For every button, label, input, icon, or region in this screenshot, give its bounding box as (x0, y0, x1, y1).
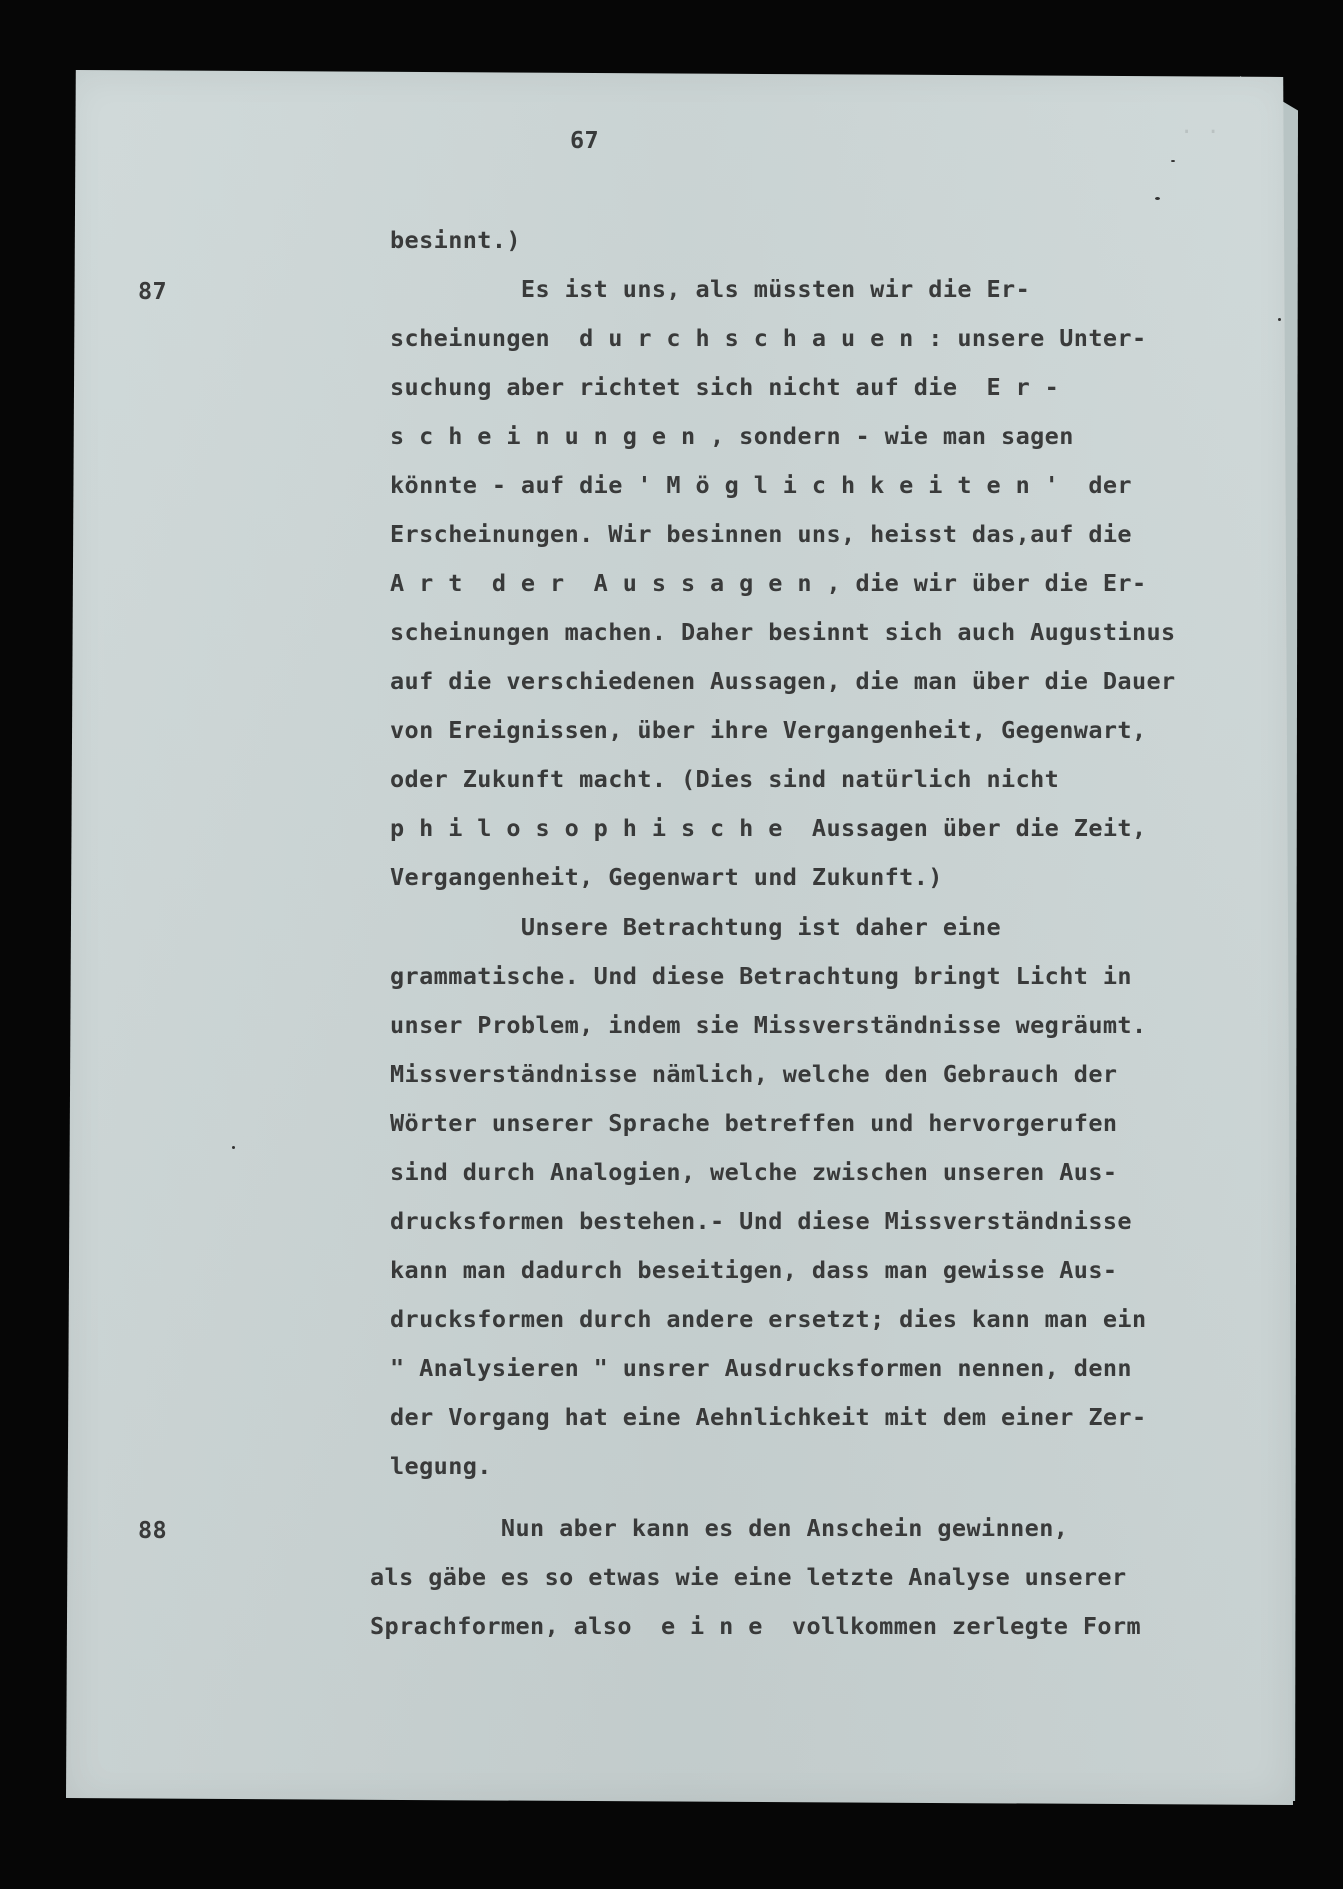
text-line: " Analysieren " unsrer Ausdrucksformen nennen, denn (390, 1354, 1132, 1382)
text-line: scheinungen d u r c h s c h a u e n : unsere Unter- (390, 324, 1147, 352)
margin-number-87: 87 (138, 277, 168, 305)
text-line: s c h e i n u n g e n , sondern - wie man sagen (390, 422, 1074, 450)
text-line: scheinungen machen. Daher besinnt sich auch Augustinus (390, 618, 1176, 646)
text-line: kann man dadurch beseitigen, dass man gewisse Aus- (390, 1256, 1118, 1284)
text-line: drucksformen durch andere ersetzt; dies kann man ein (390, 1305, 1147, 1333)
text-line: unser Problem, indem sie Missverständnisse wegräumt. (390, 1011, 1147, 1039)
text-line: p h i l o s o p h i s c h e Aussagen über die Zeit, (390, 814, 1147, 842)
text-line: legung. (390, 1452, 492, 1480)
text-line: Vergangenheit, Gegenwart und Zukunft.) (390, 863, 943, 891)
text-line: könnte - auf die ' M ö g l i c h k e i t e n ' der (390, 471, 1132, 499)
dust-speck (1278, 318, 1281, 321)
text-line: sind durch Analogien, welche zwischen unseren Aus- (390, 1158, 1118, 1186)
text-line: Erscheinungen. Wir besinnen uns, heisst das,auf die (390, 520, 1132, 548)
text-line: Sprachformen, also e i n e vollkommen zerlegte Form (370, 1612, 1142, 1640)
text-line: auf die verschiedenen Aussagen, die man über die Dauer (390, 667, 1176, 695)
dust-speck (1171, 160, 1175, 162)
text-line: der Vorgang hat eine Aehnlichkeit mit dem einer Zer- (390, 1403, 1147, 1431)
text-line: Unsere Betrachtung ist daher eine (390, 913, 1002, 941)
dust-speck (1155, 197, 1160, 200)
text-line: Nun aber kann es den Anschein gewinnen, (370, 1514, 1069, 1542)
text-line: drucksformen bestehen.- Und diese Missverständnisse (390, 1207, 1132, 1235)
text-line: oder Zukunft macht. (Dies sind natürlich nicht (390, 765, 1060, 793)
text-line: grammatische. Und diese Betrachtung bringt Licht in (390, 962, 1132, 990)
margin-number-88: 88 (138, 1516, 168, 1544)
text-line: suchung aber richtet sich nicht auf die E r - (390, 373, 1060, 401)
text-line: von Ereignissen, über ihre Vergangenheit, Gegenwart, (390, 716, 1147, 744)
text-line: Missverständnisse nämlich, welche den Gebrauch der (390, 1060, 1118, 1088)
text-line: als gäbe es so etwas wie eine letzte Analyse unserer (370, 1563, 1127, 1591)
text-line: Wörter unserer Sprache betreffen und hervorgerufen (390, 1109, 1118, 1137)
text-line: besinnt.) (390, 226, 521, 254)
bleed-through-mark: · · (1180, 120, 1220, 145)
text-line: A r t d e r A u s s a g e n , die wir über die Er- (390, 569, 1147, 597)
dust-speck (232, 1146, 235, 1149)
text-line: Es ist uns, als müssten wir die Er- (390, 275, 1031, 303)
page-number: 67 (570, 126, 600, 154)
